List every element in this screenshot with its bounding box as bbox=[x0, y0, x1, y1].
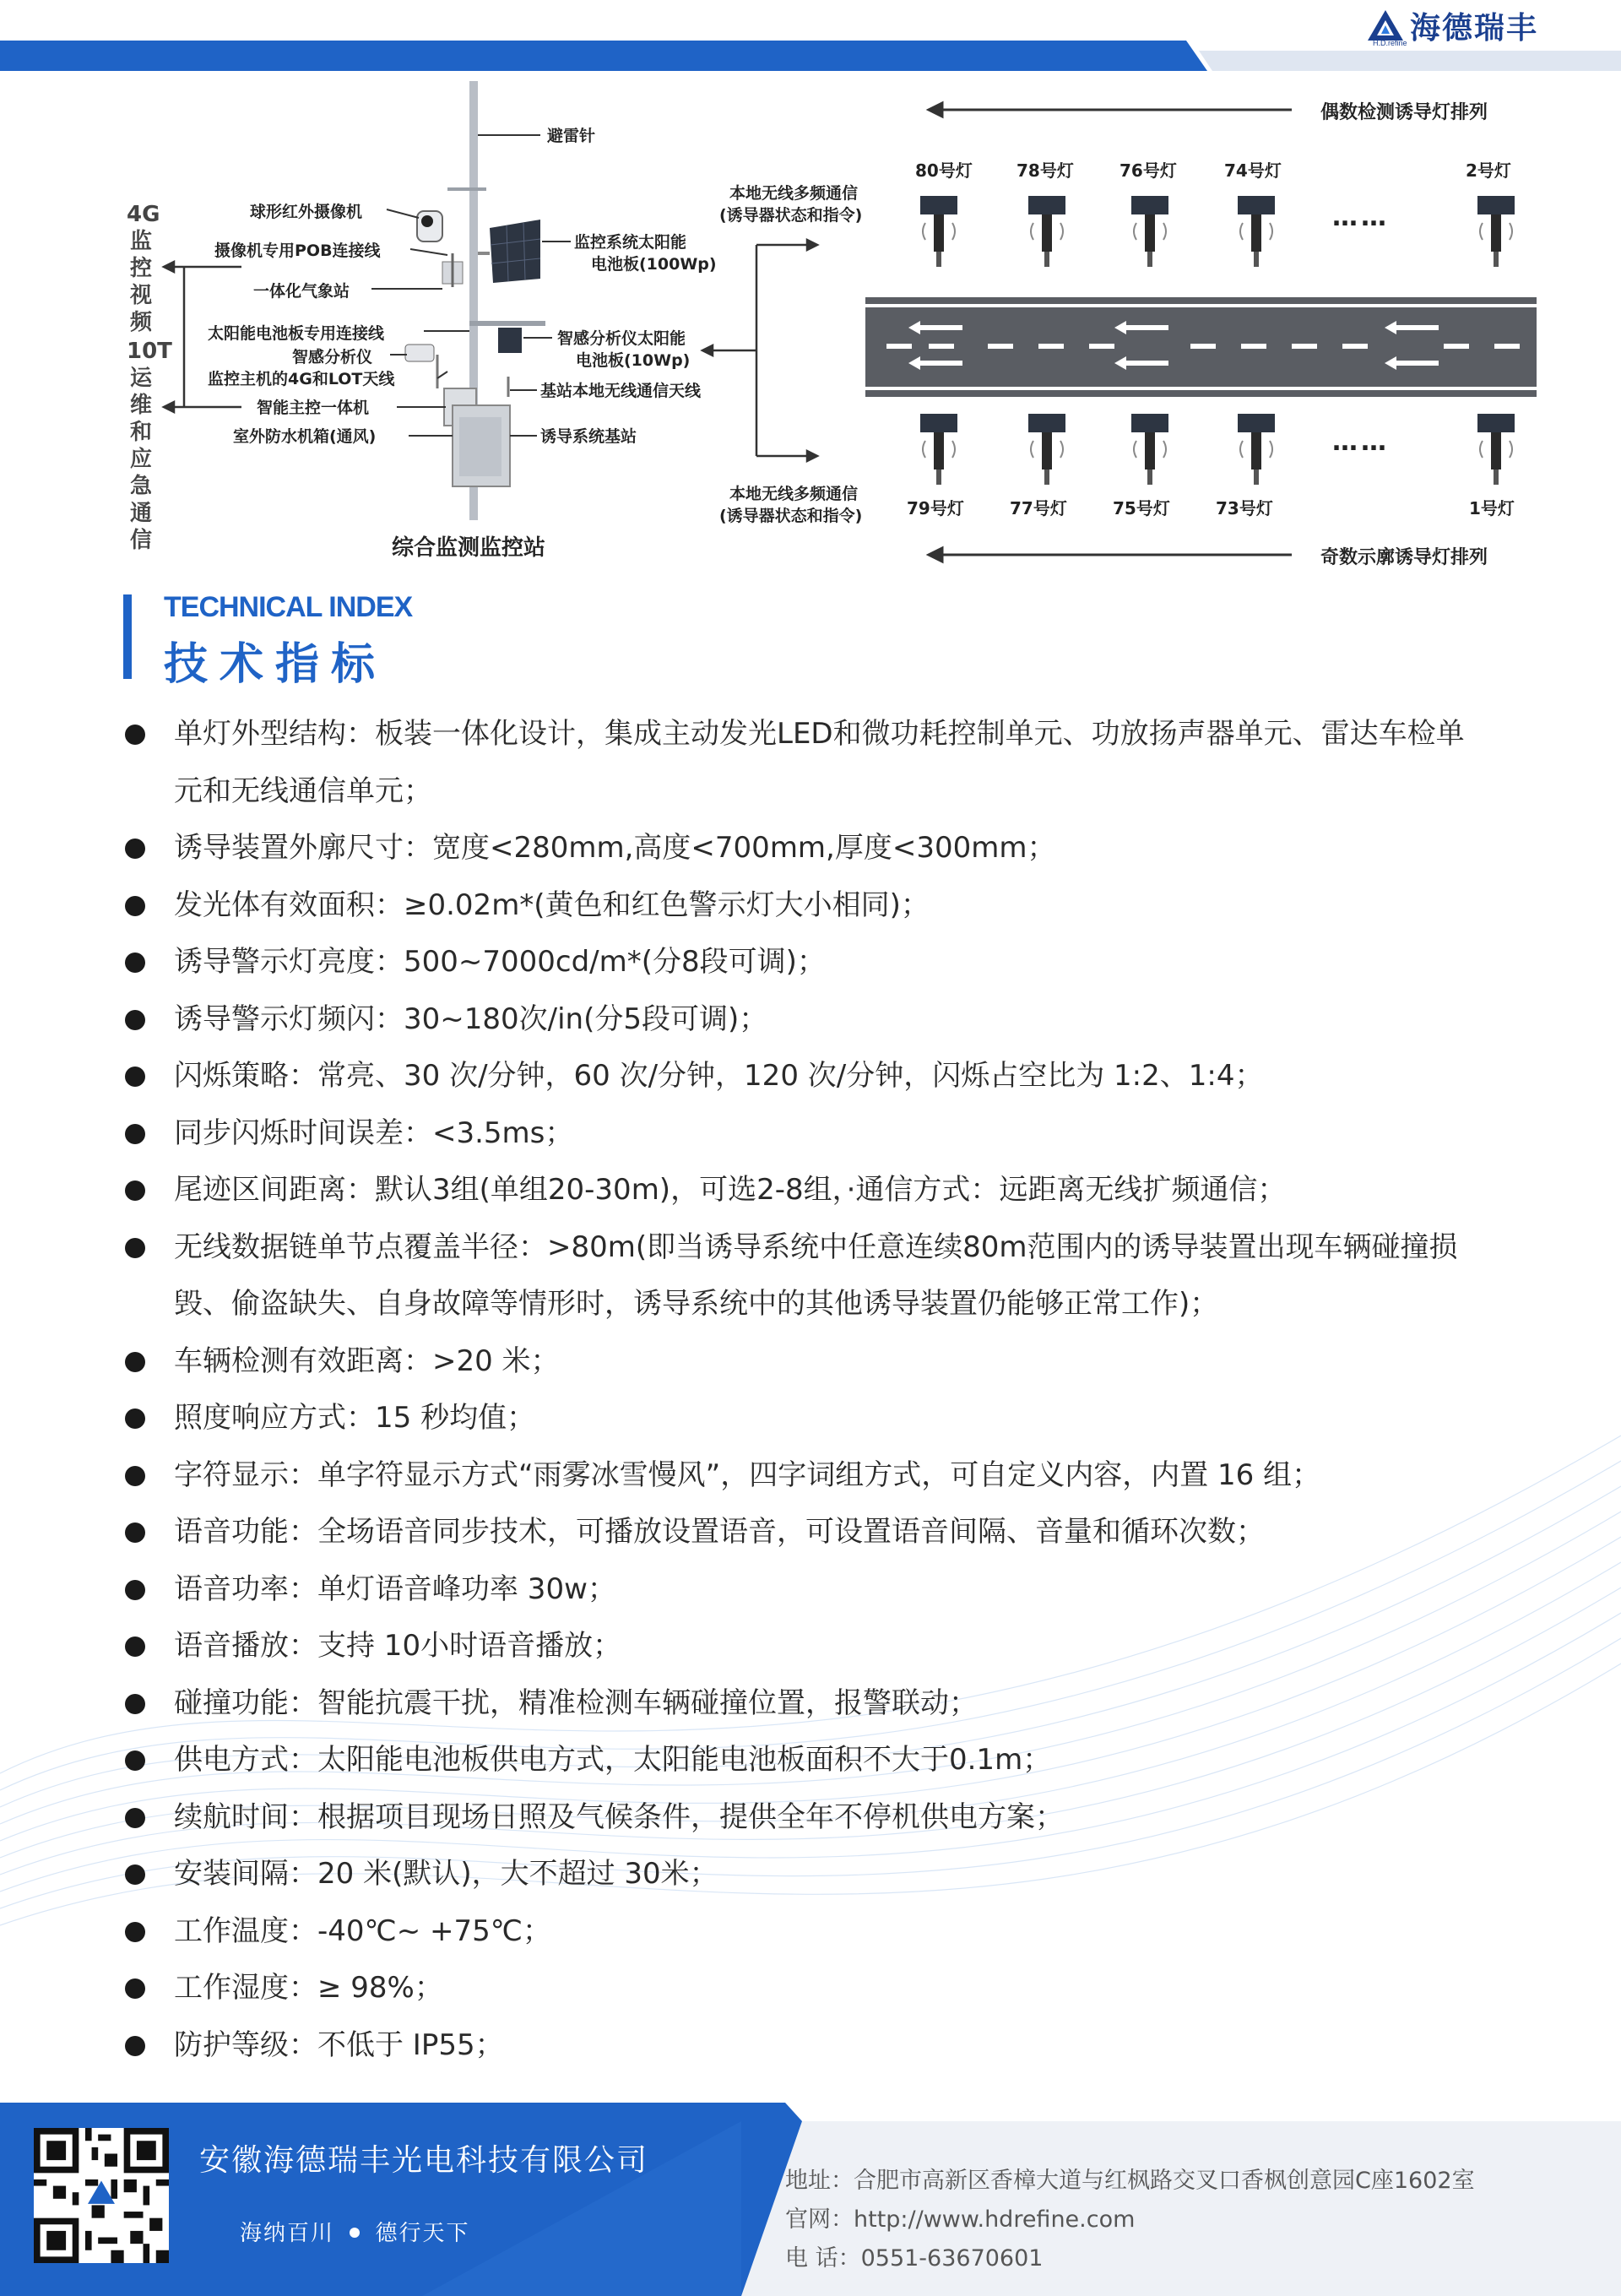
top-lamp-label: 78号灯 bbox=[1017, 160, 1074, 181]
bullet-icon bbox=[125, 1124, 145, 1144]
spec-item: 元和无线通信单元； bbox=[174, 773, 432, 808]
bullet-icon bbox=[125, 896, 145, 916]
even-title: 偶数检测诱导灯排列 bbox=[1320, 102, 1488, 123]
spec-item: 碰撞功能：智能抗震干扰，精准检测车辆碰撞位置，报警联动； bbox=[120, 1675, 1555, 1733]
comm-top-1: 本地无线多频通信 bbox=[729, 184, 859, 203]
spec-item: 语音功能：全场语音同步技术，可播放设置语音，可设置语音间隔、音量和循环次数； bbox=[120, 1504, 1555, 1561]
diagram-caption: 综合监测监控站 bbox=[392, 535, 546, 561]
spec-item: 发光体有效面积：≥0.02m*(黄色和红色警示灯大小相同)； bbox=[120, 877, 1555, 935]
company-name: 安徽海德瑞丰光电科技有限公司 bbox=[199, 2143, 649, 2178]
spec-item: 字符显示：单字符显示方式“雨雾冰雪慢风”，四字词组方式，可自定义内容，内置 16 组； bbox=[120, 1447, 1555, 1505]
bullet-icon bbox=[125, 1580, 145, 1600]
spec-item: 工作温度：-40℃~ +75℃； bbox=[120, 1903, 1555, 1961]
bullet-icon bbox=[125, 1978, 145, 1999]
vertical-label-4g: 4G监控视频 bbox=[127, 202, 160, 335]
label-solar-main-2: 电池板(100Wp) bbox=[591, 255, 717, 274]
spec-item: 无线数据链单节点覆盖半径：>80m(即当诱导系统中任意连续80m范围内的诱导装置出现车辆碰撞损 bbox=[120, 1219, 1555, 1277]
top-lamp-row bbox=[920, 196, 1515, 267]
vertical-label-10t: 10T运维和应急通信 bbox=[127, 339, 172, 553]
spec-item: 续航时间：根据项目现场日照及气候条件，提供全年不停机供电方案； bbox=[120, 1789, 1555, 1847]
top-ellipsis: …… bbox=[1332, 203, 1390, 232]
top-lamp-label: 80号灯 bbox=[915, 160, 973, 181]
bullet-icon bbox=[125, 839, 145, 859]
logo-mark-icon bbox=[1366, 8, 1405, 42]
label-poe: 摄像机专用POB连接线 bbox=[214, 242, 381, 260]
spec-item: 同步闪烁时间误差：<3.5ms； bbox=[120, 1105, 1555, 1163]
label-main-ctrl: 智能主控一体机 bbox=[257, 399, 370, 417]
bullet-icon bbox=[125, 1466, 145, 1486]
bullet-icon bbox=[125, 2036, 145, 2056]
spec-item: 安装间隔：20 米(默认)，大不超过 30米； bbox=[120, 1846, 1555, 1903]
top-lamp-label: 76号灯 bbox=[1120, 160, 1177, 181]
section-accent-bar bbox=[123, 594, 132, 679]
bullet-icon bbox=[125, 1922, 145, 1942]
top-lamp-label: 74号灯 bbox=[1224, 160, 1282, 181]
spec-item: 尾迹区间距离：默认3组(单组20-30m)，可选2-8组，·通信方式：远距离无线扩频通信； bbox=[120, 1162, 1555, 1219]
bullet-icon bbox=[125, 1067, 145, 1087]
comm-bottom-2: (诱导器状态和指令) bbox=[719, 507, 863, 525]
label-base-antenna: 基站本地无线通信天线 bbox=[540, 382, 702, 400]
label-cabinet: 室外防水机箱(通风) bbox=[233, 427, 377, 446]
bottom-lamp-label: 1号灯 bbox=[1469, 498, 1515, 518]
spec-item: 供电方式：太阳能电池板供电方式，太阳能电池板面积不大于0.1m； bbox=[120, 1732, 1555, 1789]
label-analyzer-solar-1: 智感分析仪太阳能 bbox=[557, 329, 686, 348]
dot-separator-icon bbox=[350, 2228, 360, 2238]
address: 地址：合肥市高新区香樟大道与红枫路交叉口香枫创意园C座1602室 bbox=[785, 2168, 1475, 2194]
spec-item: 防护等级：不低于 IP55； bbox=[120, 2017, 1555, 2075]
spec-item: 毁、偷盗缺失、自身故障等情形时，诱导系统中的其他诱导装置仍能够正常工作)； bbox=[174, 1287, 1219, 1321]
spec-item: 语音功率：单灯语音峰功率 30w； bbox=[120, 1561, 1555, 1619]
label-base-station: 诱导系统基站 bbox=[540, 427, 637, 446]
spec-item: 车辆检测有效距离：>20 米； bbox=[120, 1333, 1555, 1391]
comm-top-2: (诱导器状态和指令) bbox=[719, 206, 863, 225]
bottom-lamp-label: 73号灯 bbox=[1216, 498, 1273, 518]
bullet-icon bbox=[125, 1238, 145, 1258]
bottom-lamp-label: 75号灯 bbox=[1113, 498, 1170, 518]
label-solar-main-1: 监控系统太阳能 bbox=[574, 233, 687, 252]
spec-item: 诱导警示灯频闪：30~180次/in(分5段可调)； bbox=[120, 991, 1555, 1049]
spec-item: 诱导装置外廓尺寸：宽度<280mm,高度<700mm,厚度<300mm； bbox=[120, 820, 1555, 877]
bottom-lamp-row bbox=[920, 414, 1515, 485]
bullet-icon bbox=[125, 1694, 145, 1714]
bullet-icon bbox=[125, 1864, 145, 1885]
label-ir-camera: 球形红外摄像机 bbox=[250, 203, 363, 221]
label-solar-line: 太阳能电池板专用连接线 bbox=[208, 324, 385, 343]
system-diagram bbox=[0, 76, 1621, 583]
brand-logo bbox=[1366, 3, 1538, 47]
bullet-icon bbox=[125, 1523, 145, 1543]
bullet-icon bbox=[125, 1409, 145, 1429]
section-title-en: TECHNICAL INDEX bbox=[164, 591, 413, 623]
bullet-icon bbox=[125, 1637, 145, 1657]
label-lightning-rod: 避雷针 bbox=[547, 127, 596, 145]
spec-item: 单灯外型结构：板装一体化设计，集成主动发光LED和微功耗控制单元、功放扬声器单元、雷达车检单 bbox=[120, 706, 1555, 763]
spec-item: 闪烁策略：常亮、30 次/分钟，60 次/分钟，120 次/分钟，闪烁占空比为 1:2、1:4； bbox=[120, 1048, 1555, 1105]
bottom-lamp-label: 77号灯 bbox=[1010, 498, 1067, 518]
spec-item: 工作湿度：≥ 98%； bbox=[120, 1960, 1555, 2017]
spec-list bbox=[120, 706, 1555, 2074]
bottom-ellipsis: …… bbox=[1332, 427, 1390, 457]
bullet-icon bbox=[125, 1352, 145, 1372]
solar-panel-main bbox=[490, 220, 540, 283]
bullet-icon bbox=[125, 1808, 145, 1828]
brand-sub: H.D.refine bbox=[1372, 39, 1407, 47]
phone: 电 话：0551-63670601 bbox=[785, 2245, 1044, 2272]
label-analyzer-solar-2: 电池板(10Wp) bbox=[576, 351, 691, 370]
top-lamp-label: 2号灯 bbox=[1466, 160, 1511, 181]
label-host-antenna: 监控主机的4G和LOT天线 bbox=[208, 370, 395, 388]
bullet-icon bbox=[125, 1750, 145, 1771]
slogan: 海纳百川 德行天下 bbox=[240, 2221, 470, 2246]
spec-item: 语音播放：支持 10小时语音播放； bbox=[120, 1618, 1555, 1675]
odd-title: 奇数示廓诱导灯排列 bbox=[1320, 547, 1488, 568]
section-title-cn: 技术指标 bbox=[164, 639, 388, 690]
bullet-icon bbox=[125, 725, 145, 745]
brand-name: 海德瑞丰 bbox=[1409, 10, 1538, 46]
label-analyzer: 智感分析仪 bbox=[292, 348, 373, 366]
bullet-icon bbox=[125, 1181, 145, 1201]
spec-item: 照度响应方式：15 秒均值； bbox=[120, 1390, 1555, 1447]
qr-code-icon bbox=[34, 2128, 169, 2263]
bullet-icon bbox=[125, 953, 145, 973]
label-weather: 一体化气象站 bbox=[253, 282, 350, 301]
bullet-icon bbox=[125, 1010, 145, 1030]
comm-bottom-1: 本地无线多频通信 bbox=[729, 485, 859, 503]
website-link[interactable]: 官网：http://www.hdrefine.com bbox=[785, 2206, 1136, 2233]
spec-item: 诱导警示灯亮度：500~7000cd/m*(分8段可调)； bbox=[120, 934, 1555, 991]
bottom-lamp-label: 79号灯 bbox=[907, 498, 964, 518]
